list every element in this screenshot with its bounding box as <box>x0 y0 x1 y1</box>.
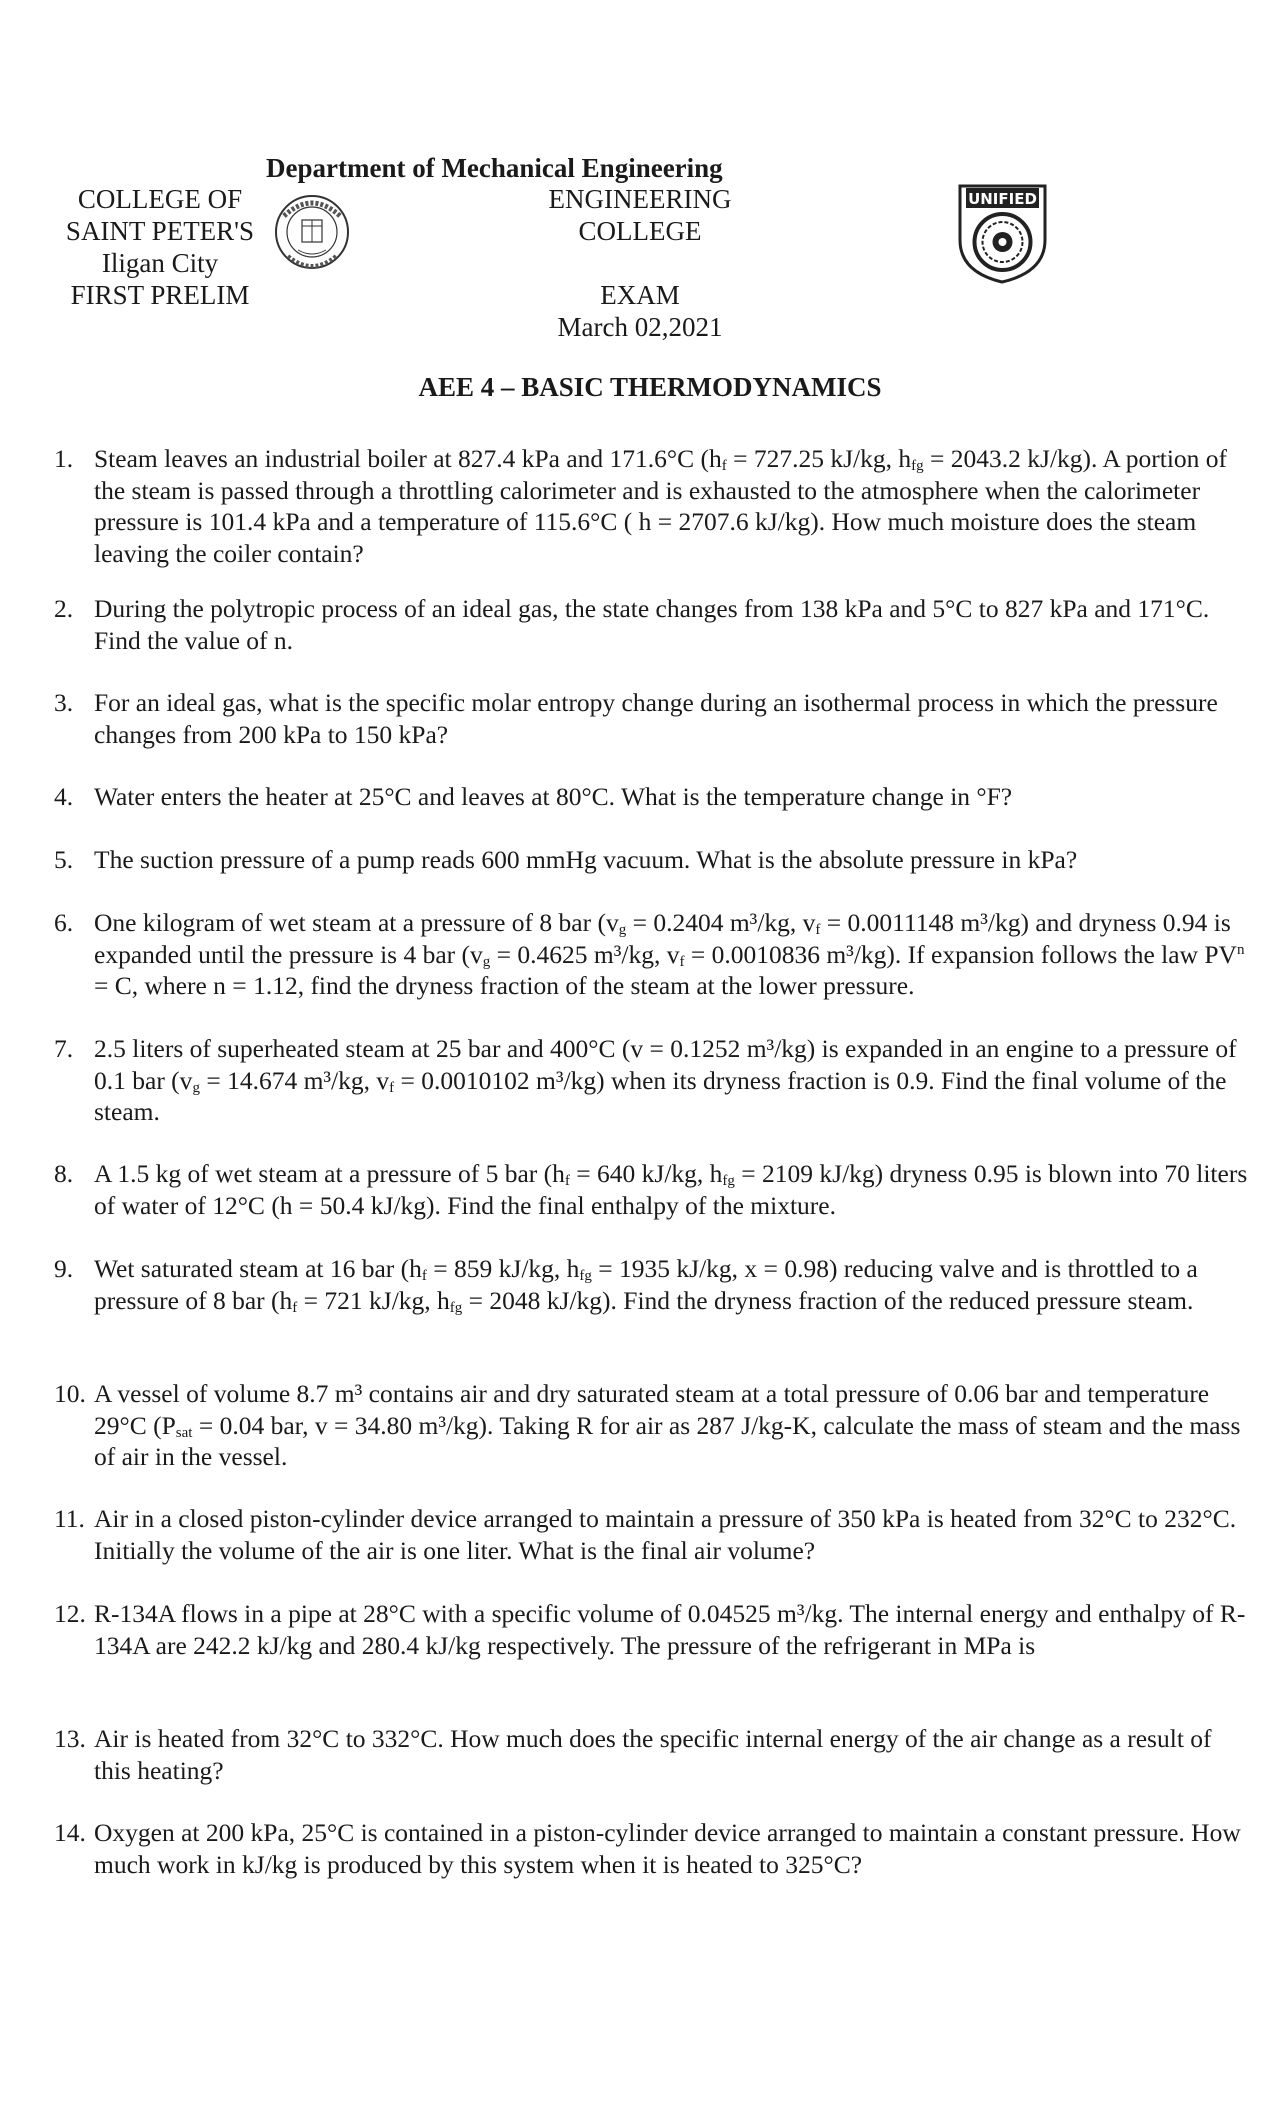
question-number: 3. <box>54 688 74 717</box>
unified-logo-icon <box>950 176 1055 286</box>
question-number: 13. <box>54 1724 86 1753</box>
question-text: Wet saturated steam at 16 bar ($h_f = 859$ kJ/kg, $h_{fg} = 1935$ kJ/kg, x = 0.98) reducing valve and is throttled to a pressure of 8 bar ($h_f = 721$ kJ/kg, $h_{fg} = 2048$ kJ/kg). Find the dryness fraction of the reduced pressure steam. <box>94 1254 1198 1316</box>
question-8 <box>54 1158 1250 1221</box>
question-3 <box>54 687 1250 750</box>
question-13 <box>54 1723 1250 1786</box>
engineering-line: ENGINEERING <box>548 184 732 214</box>
department-title: Department of Mechanical Engineering <box>266 153 723 183</box>
question-10 <box>54 1378 1250 1473</box>
college-city: Iligan City <box>101 248 219 278</box>
question-text: During the polytropic process of an ideal gas, the state changes from 138 kPa and 5°C to 827 kPa and 171°C. Find the value of n. <box>94 594 1210 655</box>
question-number: 4. <box>54 782 74 811</box>
question-number: 5. <box>54 845 74 874</box>
question-number: 10. <box>54 1379 86 1408</box>
question-5 <box>54 844 1250 876</box>
question-text: A 1.5 kg of wet steam at a pressure of 5 bar ($h_f = 640$ kJ/kg, $h_{fg} = 2109$ kJ/kg) dryness 0.95 is blown into 70 liters of water of 12°C (h = 50.4 kJ/kg). Find the final enthalpy of the mixture. <box>94 1159 1248 1220</box>
question-text: A vessel of volume 8.7 m³ contains air and dry saturated steam at a total pressure of 0.06 bar and temperature 29°C ($P_{sat} = 0.04$ bar, v = 34.80 m³/kg). Taking R for air as 287 J/kg-K, calculate the mass of steam and the mass of air in the vessel. <box>94 1379 1241 1471</box>
question-text: The suction pressure of a pump reads 600 mmHg vacuum. What is the absolute pressure in kPa? <box>94 845 1078 874</box>
question-number: 2. <box>54 594 74 623</box>
exam-period: FIRST PRELIM <box>70 280 250 310</box>
question-4 <box>54 781 1250 813</box>
question-number: 12. <box>54 1599 86 1628</box>
exam-title: AEE 4 – BASIC THERMODYNAMICS <box>418 372 882 402</box>
question-12 <box>54 1598 1250 1661</box>
question-text: Oxygen at 200 kPa, 25°C is contained in a piston-cylinder device arranged to maintain a constant pressure. How much work in kJ/kg is produced by this system when it is heated to 325°C? <box>94 1818 1241 1879</box>
question-text: Air is heated from 32°C to 332°C. How much does the specific internal energy of the air change as a result of this heating? <box>94 1724 1212 1785</box>
college-seal-icon <box>272 176 352 288</box>
question-6 <box>54 907 1250 1002</box>
svg-text:UNIFIED: UNIFIED <box>968 190 1037 208</box>
question-text: Steam leaves an industrial boiler at 827.4 kPa and 171.6°C ($h_f = 727.25$ kJ/kg, $h_{fg} = 2043.2$ kJ/kg). A portion of the steam is passed through a throttling calorimeter and is exhausted to the atmosphere when the calorimeter pressure is 101.4 kPa and a temperature of 115.6°C ( h = 2707.6 kJ/kg). How much moisture does the steam leaving the coiler contain? <box>94 444 1228 568</box>
question-2 <box>54 593 1250 656</box>
question-number: 9. <box>54 1254 74 1283</box>
question-14 <box>54 1817 1250 1880</box>
question-number: 11. <box>54 1504 85 1533</box>
question-number: 1. <box>54 444 74 473</box>
exam-label: EXAM <box>600 280 680 310</box>
question-7 <box>54 1033 1250 1128</box>
college-name-line2: SAINT PETER'S <box>65 216 255 246</box>
question-text: One kilogram of wet steam at a pressure of 8 bar ($v_g = 0.2404$ m³/kg, $v_f = 0.0011148$ m³/kg) and dryness 0.94 is expanded until the pressure is 4 bar ($v_g = 0.4625$ m³/kg, $v_f = 0.0010836$ m³/kg). If expansion follows the law $PV^n = C$, where n = 1.12, find the dryness fraction of the steam at the lower pressure. <box>94 908 1245 1000</box>
college-line: COLLEGE <box>578 216 702 246</box>
question-text: Water enters the heater at 25°C and leaves at 80°C. What is the temperature change in °F? <box>94 782 1013 811</box>
question-number: 6. <box>54 908 74 937</box>
college-name-line1: COLLEGE OF <box>77 184 243 214</box>
question-9 <box>54 1253 1250 1316</box>
question-1 <box>54 443 1250 569</box>
question-text: For an ideal gas, what is the specific molar entropy change during an isothermal process in which the pressure changes from 200 kPa to 150 kPa? <box>94 688 1218 749</box>
question-text: Air in a closed piston-cylinder device arranged to maintain a pressure of 350 kPa is heated from 32°C to 232°C. Initially the volume of the air is one liter. What is the final air volume? <box>94 1504 1237 1565</box>
question-number: 14. <box>54 1818 86 1847</box>
question-11 <box>54 1503 1250 1566</box>
exam-date: March 02,2021 <box>557 312 723 342</box>
question-number: 7. <box>54 1034 74 1063</box>
question-text: 2.5 liters of superheated steam at 25 bar and 400°C (v = 0.1252 m³/kg) is expanded in an engine to a pressure of 0.1 bar ($v_g = 14.674$ m³/kg, $v_f = 0.0010102$ m³/kg) when its dryness fraction is 0.9. Find the final volume of the steam. <box>94 1034 1237 1126</box>
question-number: 8. <box>54 1159 74 1188</box>
question-text: R-134A flows in a pipe at 28°C with a specific volume of 0.04525 m³/kg. The internal energy and enthalpy of R-134A are 242.2 kJ/kg and 280.4 kJ/kg respectively. The pressure of the refrigerant in MPa is <box>94 1599 1246 1660</box>
